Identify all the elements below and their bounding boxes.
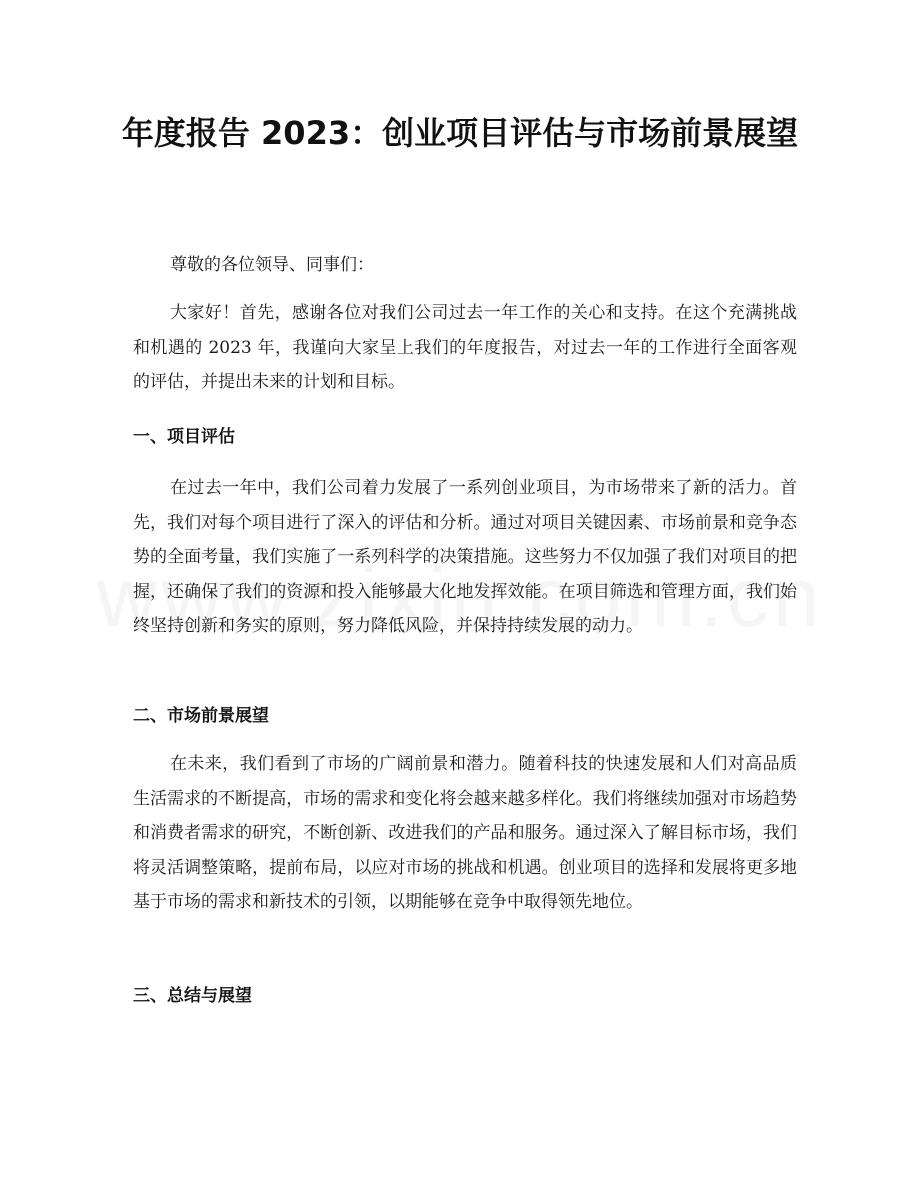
section-heading-market-outlook: 二、市场前景展望	[133, 706, 269, 726]
page-title: 年度报告 2023：创业项目评估与市场前景展望	[121, 114, 799, 152]
section-heading-project-evaluation: 一、项目评估	[133, 427, 235, 447]
greeting-paragraph: 尊敬的各位领导、同事们：	[170, 255, 374, 275]
section-heading-summary: 三、总结与展望	[133, 986, 252, 1006]
intro-paragraph: 大家好！首先，感谢各位对我们公司过去一年工作的关心和支持。在这个充满挑战和机遇的 2023 年，我谨向大家呈上我们的年度报告，对过去一年的工作进行全面客观的评估，并提出未来的计划和目标。	[133, 303, 797, 392]
section-body-market-outlook: 在未来，我们看到了市场的广阔前景和潜力。随着科技的快速发展和人们对高品质生活需求的不断提高，市场的需求和变化将会越来越多样化。我们将继续加强对市场趋势和消费者需求的研究，不断创新、改进我们的产品和服务。通过深入了解目标市场，我们将灵活调整策略，提前布局，以应对市场的挑战和机遇。创业项目的选择和发展将更多地基于市场的需求和新技术的引领，以期能够在竞争中取得领先地位。	[133, 754, 797, 912]
section-body-project-evaluation: 在过去一年中，我们公司着力发展了一系列创业项目，为市场带来了新的活力。首先，我们对每个项目进行了深入的评估和分析。通过对项目关键因素、市场前景和竞争态势的全面考量，我们实施了一系列科学的决策措施。这些努力不仅加强了我们对项目的把握，还确保了我们的资源和投入能够最大化地发挥效能。在项目筛选和管理方面，我们始终坚持创新和务实的原则，努力降低风险，并保持持续发展的动力。	[133, 478, 797, 636]
